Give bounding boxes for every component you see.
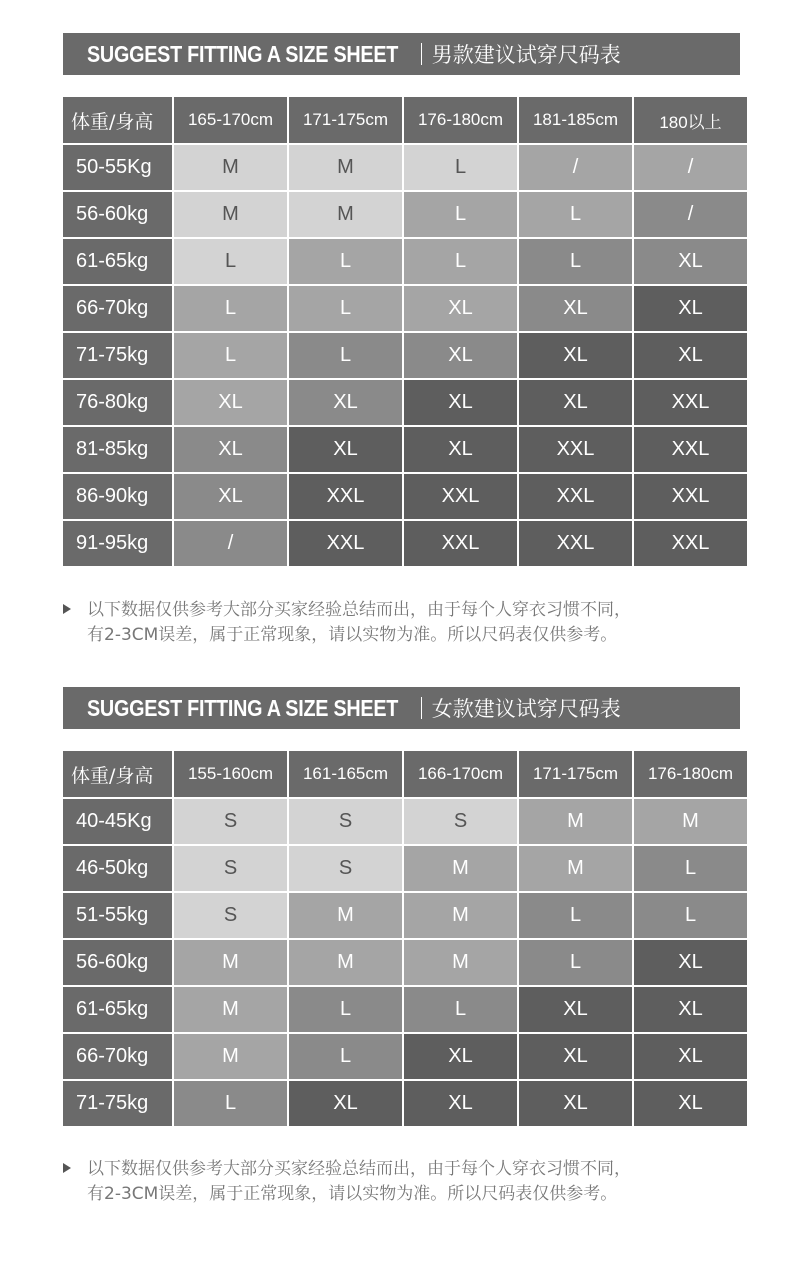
- size-cell: XL: [404, 286, 517, 331]
- size-cell: M: [289, 893, 402, 938]
- size-cell: /: [634, 192, 747, 237]
- size-cell: L: [174, 286, 287, 331]
- size-cell: XL: [634, 239, 747, 284]
- size-cell: S: [174, 799, 287, 844]
- men-size-table: [63, 97, 740, 566]
- size-cell: L: [174, 239, 287, 284]
- size-cell: XL: [634, 286, 747, 331]
- size-cell: L: [289, 239, 402, 284]
- size-cell: XXL: [519, 474, 632, 519]
- banner-divider: [421, 43, 422, 65]
- size-cell: XL: [519, 1034, 632, 1079]
- size-cell: S: [174, 846, 287, 891]
- size-cell: L: [519, 940, 632, 985]
- size-cell: M: [634, 799, 747, 844]
- size-cell: XXL: [634, 380, 747, 425]
- size-cell: XL: [404, 380, 517, 425]
- bullet-triangle-icon: [63, 1163, 71, 1173]
- size-cell: L: [289, 1034, 402, 1079]
- size-cell: XL: [289, 427, 402, 472]
- size-cell: XL: [519, 333, 632, 378]
- size-cell: XL: [519, 286, 632, 331]
- weight-label: 46-50kg: [63, 846, 172, 891]
- size-cell: XL: [174, 427, 287, 472]
- note-line: 有2-3CM误差，属于正常现象，请以实物为准。所以尺码表仅供参考。: [87, 1184, 618, 1204]
- size-cell: M: [289, 192, 402, 237]
- size-cell: L: [289, 987, 402, 1032]
- size-cell: /: [634, 145, 747, 190]
- header-corner: 体重/身高: [63, 751, 172, 797]
- size-cell: M: [174, 192, 287, 237]
- size-cell: XXL: [404, 474, 517, 519]
- size-cell: M: [174, 940, 287, 985]
- banner-title-en: SUGGEST FITTING A SIZE SHEET: [87, 40, 399, 67]
- men-size-note: [63, 598, 743, 648]
- size-cell: L: [404, 987, 517, 1032]
- size-cell: XL: [634, 940, 747, 985]
- size-cell: L: [519, 893, 632, 938]
- size-cell: M: [404, 940, 517, 985]
- size-cell: XL: [634, 1081, 747, 1126]
- size-cell: XL: [404, 1081, 517, 1126]
- height-header: 181-185cm: [519, 97, 632, 143]
- bullet-triangle-icon: [63, 604, 71, 614]
- weight-label: 66-70kg: [63, 286, 172, 331]
- size-cell: M: [519, 846, 632, 891]
- size-cell: S: [404, 799, 517, 844]
- weight-label: 51-55kg: [63, 893, 172, 938]
- women-size-table: [63, 751, 740, 1126]
- banner-title-cn: 女款建议试穿尺码表: [431, 697, 621, 721]
- weight-label: 61-65kg: [63, 239, 172, 284]
- size-cell: S: [289, 846, 402, 891]
- height-header: 166-170cm: [404, 751, 517, 797]
- size-cell: M: [404, 846, 517, 891]
- size-cell: XL: [174, 380, 287, 425]
- size-cell: XL: [404, 333, 517, 378]
- size-cell: XXL: [519, 427, 632, 472]
- note-line: 有2-3CM误差，属于正常现象，请以实物为准。所以尺码表仅供参考。: [87, 625, 618, 645]
- banner-title-en: SUGGEST FITTING A SIZE SHEET: [87, 694, 399, 721]
- size-cell: XL: [634, 1034, 747, 1079]
- size-cell: XL: [519, 987, 632, 1032]
- height-header: 171-175cm: [519, 751, 632, 797]
- size-cell: XXL: [634, 427, 747, 472]
- size-cell: M: [174, 987, 287, 1032]
- size-cell: S: [174, 893, 287, 938]
- size-cell: XL: [519, 380, 632, 425]
- height-header: 171-175cm: [289, 97, 402, 143]
- height-header: 180以上: [634, 97, 747, 143]
- size-cell: L: [404, 239, 517, 284]
- size-cell: M: [174, 145, 287, 190]
- weight-label: 66-70kg: [63, 1034, 172, 1079]
- size-cell: M: [174, 1034, 287, 1079]
- size-cell: XXL: [404, 521, 517, 566]
- size-cell: L: [289, 286, 402, 331]
- size-cell: XL: [519, 1081, 632, 1126]
- size-cell: L: [404, 192, 517, 237]
- size-cell: XL: [289, 1081, 402, 1126]
- banner-title-cn: 男款建议试穿尺码表: [431, 43, 621, 67]
- weight-label: 86-90kg: [63, 474, 172, 519]
- size-cell: XXL: [519, 521, 632, 566]
- size-cell: XL: [174, 474, 287, 519]
- size-cell: L: [634, 846, 747, 891]
- size-cell: L: [634, 893, 747, 938]
- note-line: 以下数据仅供参考大部分买家经验总结而出，由于每个人穿衣习惯不同，: [87, 1159, 631, 1179]
- size-cell: XXL: [634, 521, 747, 566]
- header-corner: 体重/身高: [63, 97, 172, 143]
- size-cell: XL: [289, 380, 402, 425]
- banner-divider: [421, 697, 422, 719]
- weight-label: 40-45Kg: [63, 799, 172, 844]
- note-line: 以下数据仅供参考大部分买家经验总结而出，由于每个人穿衣习惯不同，: [87, 600, 631, 620]
- size-cell: M: [289, 940, 402, 985]
- size-cell: /: [519, 145, 632, 190]
- size-cell: L: [289, 333, 402, 378]
- size-cell: XXL: [289, 474, 402, 519]
- size-cell: L: [519, 192, 632, 237]
- weight-label: 56-60kg: [63, 192, 172, 237]
- height-header: 165-170cm: [174, 97, 287, 143]
- size-cell: S: [289, 799, 402, 844]
- size-cell: L: [519, 239, 632, 284]
- height-header: 155-160cm: [174, 751, 287, 797]
- height-header: 176-180cm: [634, 751, 747, 797]
- size-cell: /: [174, 521, 287, 566]
- weight-label: 76-80kg: [63, 380, 172, 425]
- size-cell: M: [289, 145, 402, 190]
- men-size-sheet-banner: [63, 33, 740, 75]
- size-cell: M: [519, 799, 632, 844]
- size-cell: XL: [634, 333, 747, 378]
- size-cell: XXL: [289, 521, 402, 566]
- weight-label: 61-65kg: [63, 987, 172, 1032]
- size-cell: XXL: [634, 474, 747, 519]
- weight-label: 91-95kg: [63, 521, 172, 566]
- size-cell: XL: [404, 427, 517, 472]
- women-size-note: [63, 1157, 743, 1207]
- weight-label: 71-75kg: [63, 333, 172, 378]
- height-header: 161-165cm: [289, 751, 402, 797]
- weight-label: 81-85kg: [63, 427, 172, 472]
- height-header: 176-180cm: [404, 97, 517, 143]
- size-cell: XL: [634, 987, 747, 1032]
- weight-label: 50-55Kg: [63, 145, 172, 190]
- size-cell: L: [404, 145, 517, 190]
- weight-label: 71-75kg: [63, 1081, 172, 1126]
- women-size-sheet-banner: [63, 687, 740, 729]
- size-cell: L: [174, 333, 287, 378]
- size-cell: L: [174, 1081, 287, 1126]
- size-cell: XL: [404, 1034, 517, 1079]
- weight-label: 56-60kg: [63, 940, 172, 985]
- size-cell: M: [404, 893, 517, 938]
